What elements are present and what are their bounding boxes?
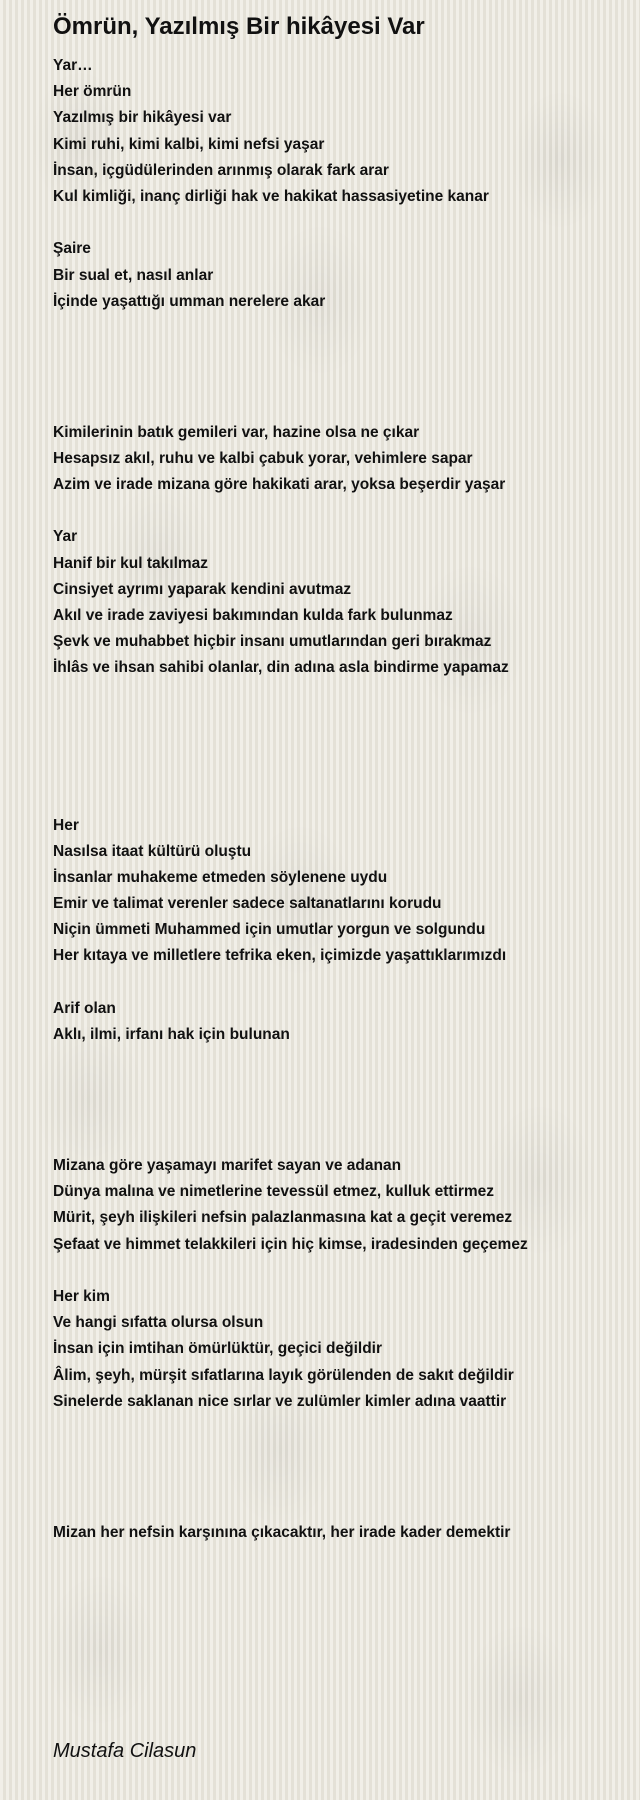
- poem-line: Mizana göre yaşamayı marifet sayan ve adanan: [53, 1157, 402, 1175]
- poem-line: Her kıtaya ve milletlere tefrika eken, içimizde yaşattıklarımızdı: [53, 947, 507, 965]
- poem-line: İnsanlar muhakeme etmeden söylenene uydu: [53, 868, 388, 886]
- poem-line: Akıl ve irade zaviyesi bakımından kulda fark bulunmaz: [53, 606, 453, 624]
- poem-line: Kul kimliği, inanç dirliği hak ve hakikat hassasiyetine kanar: [53, 187, 489, 205]
- poem-line: Bir sual et, nasıl anlar: [53, 266, 214, 284]
- stanza-9: [53, 1520, 633, 1546]
- poem-line: Her ömrün: [53, 83, 132, 101]
- stanza-spacer: [53, 315, 633, 420]
- poem-line: Her: [53, 816, 79, 834]
- stanza-6: [53, 996, 633, 1048]
- stanza-spacer: [53, 1048, 633, 1153]
- poem-line: Âlim, şeyh, mürşit sıfatlarına layık görülenden de sakıt değildir: [53, 1366, 514, 1384]
- poem-line: Şevk ve muhabbet hiçbir insanı umutlarından geri bırakmaz: [53, 633, 492, 651]
- stanza-spacer: [53, 1258, 633, 1284]
- poem-line: Kimilerinin batık gemileri var, hazine olsa ne çıkar: [53, 423, 420, 441]
- stanza-3: [53, 420, 633, 499]
- poem-line: İnsan, içgüdülerinden arınmış olarak fark arar: [53, 161, 389, 179]
- poem-line: Sinelerde saklanan nice sırlar ve zulümler kimler adına vaattir: [53, 1392, 507, 1410]
- poem-line: Hesapsız akıl, ruhu ve kalbi çabuk yorar, vehimlere sapar: [53, 449, 473, 467]
- stanza-5: [53, 813, 633, 970]
- poem-line: Şefaat ve himmet telakkileri için hiç kimse, iradesinden geçemez: [53, 1235, 528, 1253]
- stanza-1: [53, 53, 633, 210]
- poem-line: Yar…: [53, 57, 93, 74]
- poem-line: Ve hangi sıfatta olursa olsun: [53, 1314, 264, 1332]
- poem-line: Kimi ruhi, kimi kalbi, kimi nefsi yaşar: [53, 135, 325, 153]
- stanza-8: [53, 1284, 633, 1415]
- poem-line: Hanif bir kul takılmaz: [53, 554, 209, 572]
- poem-line: Emir ve talimat verenler sadece saltanatlarını korudu: [53, 895, 442, 913]
- stanza-spacer: [53, 1415, 633, 1520]
- stanza-4: [53, 524, 633, 681]
- stanza-spacer: [53, 682, 633, 813]
- poem-line: Yazılmış bir hikâyesi var: [53, 109, 232, 127]
- poem-line: İhlâs ve ihsan sahibi olanlar, din adına asla bindirme yapamaz: [53, 659, 509, 677]
- poem-line: Niçin ümmeti Muhammed için umutlar yorgun ve solgundu: [53, 921, 486, 939]
- stanza-spacer: [53, 210, 633, 236]
- poem-line: Dünya malına ve nimetlerine tevessül etmez, kulluk ettirmez: [53, 1183, 495, 1201]
- poem-line: Arif olan: [53, 999, 116, 1017]
- stanza-spacer: [53, 970, 633, 996]
- poem-line: Her kim: [53, 1287, 110, 1305]
- poem-line: Yar: [53, 528, 78, 546]
- poem-line: Mürit, şeyh ilişkileri nefsin palazlanmasına kat a geçit veremez: [53, 1209, 513, 1227]
- poem-line: Aklı, ilmi, irfanı hak için bulunan: [53, 1026, 290, 1044]
- poem-line: Cinsiyet ayrımı yaparak kendini avutmaz: [53, 580, 352, 598]
- poem-line: İçinde yaşattığı umman nerelere akar: [53, 292, 326, 310]
- poem-title: Ömrün, Yazılmış Bir hikâyesi Var: [53, 13, 425, 40]
- author-signature: Mustafa Cilasun: [53, 1740, 197, 1762]
- poem-line: Nasılsa itaat kültürü oluştu: [53, 842, 252, 860]
- poem-line: Şaire: [53, 240, 91, 258]
- stanza-spacer: [53, 498, 633, 524]
- poem-body: [53, 53, 633, 1546]
- poem-line: İnsan için imtihan ömürlüktür, geçici değildir: [53, 1340, 383, 1358]
- stanza-2: [53, 236, 633, 315]
- poem-line: Mizan her nefsin karşınına çıkacaktır, her irade kader demektir: [53, 1523, 511, 1541]
- stanza-7: [53, 1153, 633, 1258]
- poem-line: Azim ve irade mizana göre hakikati arar, yoksa beşerdir yaşar: [53, 476, 506, 494]
